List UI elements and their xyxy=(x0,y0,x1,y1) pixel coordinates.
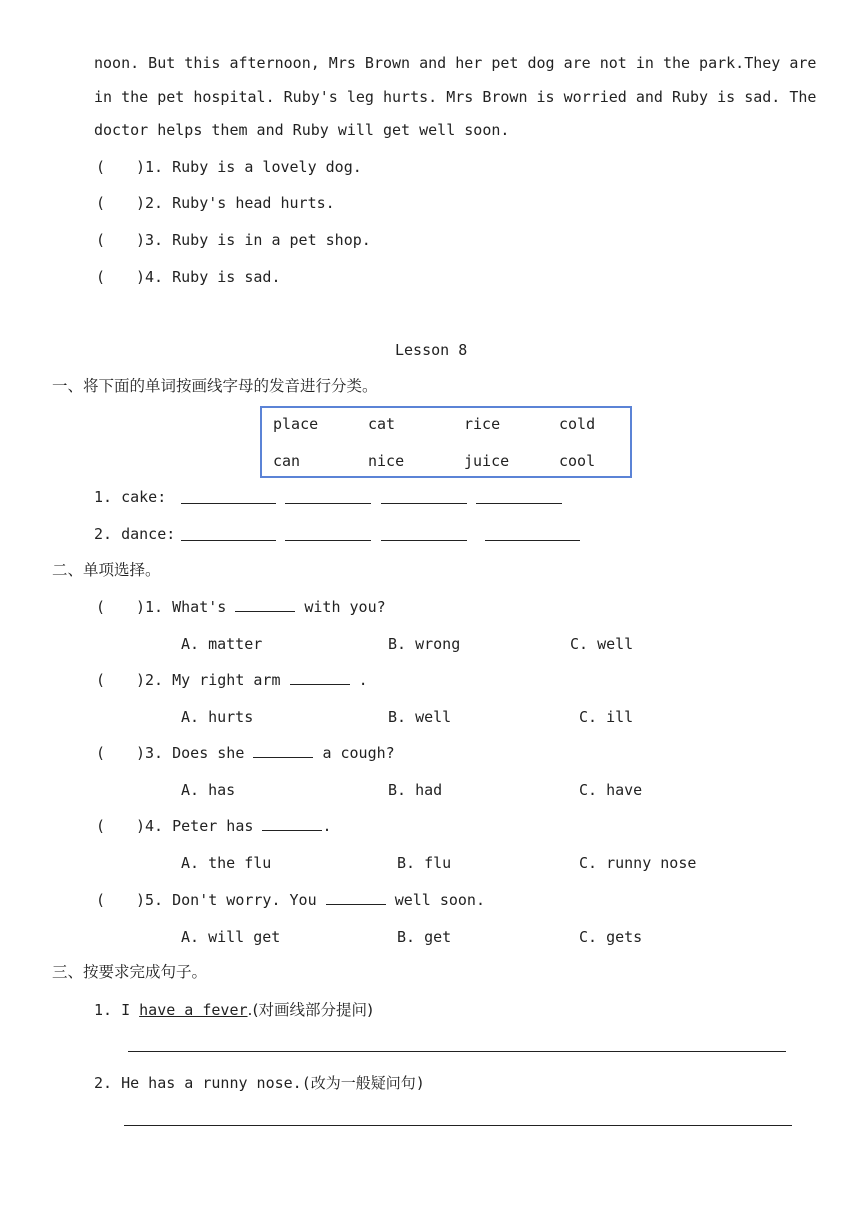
answer-blank[interactable] xyxy=(485,540,580,541)
option-a[interactable]: A. hurts xyxy=(181,708,254,726)
question-4 xyxy=(136,816,331,836)
option-c[interactable]: C. ill xyxy=(579,708,634,726)
passage-line-1: noon. But this afternoon, Mrs Brown and her pet dog are not in the park.They are xyxy=(94,54,817,72)
answer-blank[interactable] xyxy=(381,540,467,541)
choice-paren: ( xyxy=(96,598,106,616)
choice-paren: ( xyxy=(96,817,106,835)
option-c[interactable]: C. runny nose xyxy=(579,854,697,872)
question-5 xyxy=(136,890,485,910)
rewrite-question-1 xyxy=(94,1000,373,1020)
judge-item-2: )2. Ruby's head hurts. xyxy=(136,194,335,212)
question-1-pre: )1. What's xyxy=(136,598,227,616)
question-2 xyxy=(136,670,368,690)
cake-row-label: 1. cake: xyxy=(94,488,167,506)
section1-heading: 一、将下面的单词按画线字母的发音进行分类。 xyxy=(52,377,378,395)
word-place: place xyxy=(273,415,319,433)
answer-blank[interactable] xyxy=(181,503,276,504)
judge-paren: ( xyxy=(96,268,106,286)
lesson-title: Lesson 8 xyxy=(395,341,468,359)
question-blank[interactable] xyxy=(235,597,295,612)
section3-heading: 三、按要求完成句子。 xyxy=(52,963,208,981)
option-c[interactable]: C. well xyxy=(570,635,634,653)
option-b[interactable]: B. had xyxy=(388,781,443,799)
answer-blank[interactable] xyxy=(181,540,276,541)
underlined-phrase: have a fever xyxy=(139,1001,248,1019)
question-4-pre: )4. Peter has xyxy=(136,817,254,835)
dance-row-label: 2. dance: xyxy=(94,525,176,543)
choice-paren: ( xyxy=(96,671,106,689)
question-1 xyxy=(136,597,386,617)
question-3-pre: )3. Does she xyxy=(136,744,245,762)
question-5-pre: )5. Don't worry. You xyxy=(136,891,317,909)
word-cold: cold xyxy=(559,415,596,433)
passage-line-3: doctor helps them and Ruby will get well soon. xyxy=(94,121,510,139)
word-can: can xyxy=(273,452,301,470)
answer-line-2[interactable] xyxy=(124,1125,792,1126)
question-3 xyxy=(136,743,395,763)
option-a[interactable]: A. has xyxy=(181,781,236,799)
option-b[interactable]: B. well xyxy=(388,708,452,726)
option-b[interactable]: B. get xyxy=(397,928,452,946)
section2-heading: 二、单项选择。 xyxy=(52,561,161,579)
option-a[interactable]: A. will get xyxy=(181,928,281,946)
word-cat: cat xyxy=(368,415,396,433)
judge-paren: ( xyxy=(96,194,106,212)
passage-line-2: in the pet hospital. Ruby's leg hurts. Mrs Brown is worried and Ruby is sad. The xyxy=(94,88,817,106)
question-1-post: with you? xyxy=(304,598,386,616)
option-b[interactable]: B. flu xyxy=(397,854,452,872)
answer-line-1[interactable] xyxy=(128,1051,786,1052)
judge-item-3: )3. Ruby is in a pet shop. xyxy=(136,231,371,249)
choice-paren: ( xyxy=(96,891,106,909)
question-blank[interactable] xyxy=(262,816,322,831)
judge-item-4: )4. Ruby is sad. xyxy=(136,268,281,286)
answer-blank[interactable] xyxy=(285,503,371,504)
question-blank[interactable] xyxy=(326,890,386,905)
answer-blank[interactable] xyxy=(476,503,562,504)
option-a[interactable]: A. matter xyxy=(181,635,263,653)
word-nice: nice xyxy=(368,452,405,470)
question-blank[interactable] xyxy=(290,670,350,685)
option-b[interactable]: B. wrong xyxy=(388,635,461,653)
option-a[interactable]: A. the flu xyxy=(181,854,272,872)
answer-blank[interactable] xyxy=(381,503,467,504)
rewrite-question-2: 2. He has a runny nose.(改为一般疑问句) xyxy=(94,1074,425,1092)
judge-item-1: )1. Ruby is a lovely dog. xyxy=(136,158,362,176)
question-2-pre: )2. My right arm xyxy=(136,671,281,689)
word-cool: cool xyxy=(559,452,596,470)
judge-paren: ( xyxy=(96,231,106,249)
word-juice: juice xyxy=(464,452,510,470)
question-4-post: . xyxy=(322,817,332,835)
choice-paren: ( xyxy=(96,744,106,762)
option-c[interactable]: C. have xyxy=(579,781,643,799)
rewrite-1-instruction: .(对画线部分提问) xyxy=(247,1001,374,1019)
rewrite-1-num: 1. I xyxy=(94,1001,131,1019)
question-3-post: a cough? xyxy=(322,744,395,762)
answer-blank[interactable] xyxy=(285,540,371,541)
word-rice: rice xyxy=(464,415,501,433)
question-2-post: . xyxy=(358,671,368,689)
option-c[interactable]: C. gets xyxy=(579,928,643,946)
question-blank[interactable] xyxy=(253,743,313,758)
question-5-post: well soon. xyxy=(394,891,485,909)
judge-paren: ( xyxy=(96,158,106,176)
